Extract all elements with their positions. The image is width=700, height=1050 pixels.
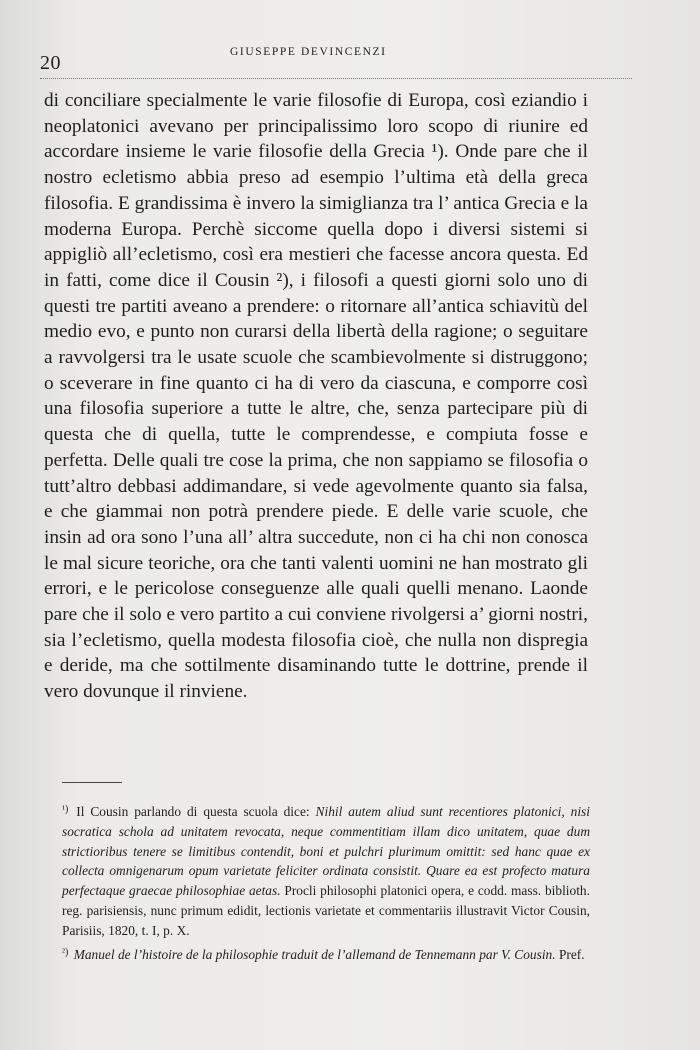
footnote-1-mark: ¹) [62, 804, 69, 815]
page-number: 20 [40, 52, 61, 74]
footnote-1 [44, 800, 590, 941]
footnote-2-mark: ²) [62, 946, 69, 958]
page-header [40, 40, 660, 74]
footnotes [44, 800, 590, 964]
footnote-separator [62, 782, 122, 783]
footnote-1-quote: Nihil autem aliud sunt recentiores platonici, nisi socratica schola ad unitatem revocata, neque commentitiam illam dico unitatem, quae dum strictioribus tenere se limitibus contendit, boni et pulchri plurimum omittit: sed hanc quae ex collecta omnigenarum opum varietate feliciter ordinata consistit. Quare ea est profecto matura perfectaque graecae philosophiae aetas. [62, 804, 590, 899]
footnote-2-title: Manuel de l’histoire de la philosophie traduit de l’allemand de Tennemann par V. Cousin. [73, 946, 556, 962]
body-paragraph: di conciliare specialmente le varie filosofie di Europa, così eziandio i neoplatonici avevano per principalissimo loro scopo di riunire ed accordare insieme le varie filosofie della Grecia ¹). Onde pare che il nostro ecletismo abbia preso ad esempio l’ultima età della greca filosofia. E grandissima è invero la simiglianza tra l’ antica Grecia e la moderna Europa. Perchè siccome quella dopo i diversi sistemi si appigliò all’ecletismo, così era mestieri che facesse ancora questa. Ed in fatti, come dice il Cousin ²), i filosofi a questi giorni solo uno di questi tre partiti aveano a prendere: o ritornare all’antica schiavitù del medio evo, e punto non curarsi della libertà della ragione; o seguitare a ravvolgersi tra le usate scuole che scambievolmente si distruggono; o sceverare in fine quanto ci ha di vero da ciascuna, e comporre così una filosofia superiore a tutte le altre, che, senza partecipare più di questa che di quella, tutte le comprendesse, e compiuta fosse e perfetta. Delle quali tre cose la prima, che non sappiamo se filosofia o tutt’altro debbasi addimandare, si vede agevolmente quanto sia falsa, e che giammai non potrà prendere piede. E delle varie scuole, che insin ad ora sono l’una all’ altra succedute, non ci ha chi non conosca le mal sicure teoriche, ora che tanti valenti uomini ne han mostrato gli errori, e le pericolose conseguenze alle quali quelli menano. Laonde pare che il solo e vero partito a cui conviene rivolgersi a’ giorni nostri, sia l’ecletismo, quella modesta filosofia cioè, che nulla non dispregia e deride, ma che sottilmente disaminando tutte le dottrine, prende il vero dovunque il rinviene. [44, 90, 588, 703]
footnote-2-suffix: Pref. [558, 946, 585, 962]
footnote-1-reference: Procli philosophi platonici opera, e codd. mass. biblioth. reg. parisiensis, nunc primum edidit, lectionis varietate et commentariis illustravit Victor Cousin, Parisiis, 1820, t. I, p. X. [62, 883, 590, 938]
footnote-1-intro: Il Cousin parlando di questa scuola dice: [76, 804, 310, 819]
running-head: GIUSEPPE DEVINCENZI [230, 46, 387, 58]
footnote-2 [44, 943, 590, 965]
header-rule [40, 78, 632, 79]
